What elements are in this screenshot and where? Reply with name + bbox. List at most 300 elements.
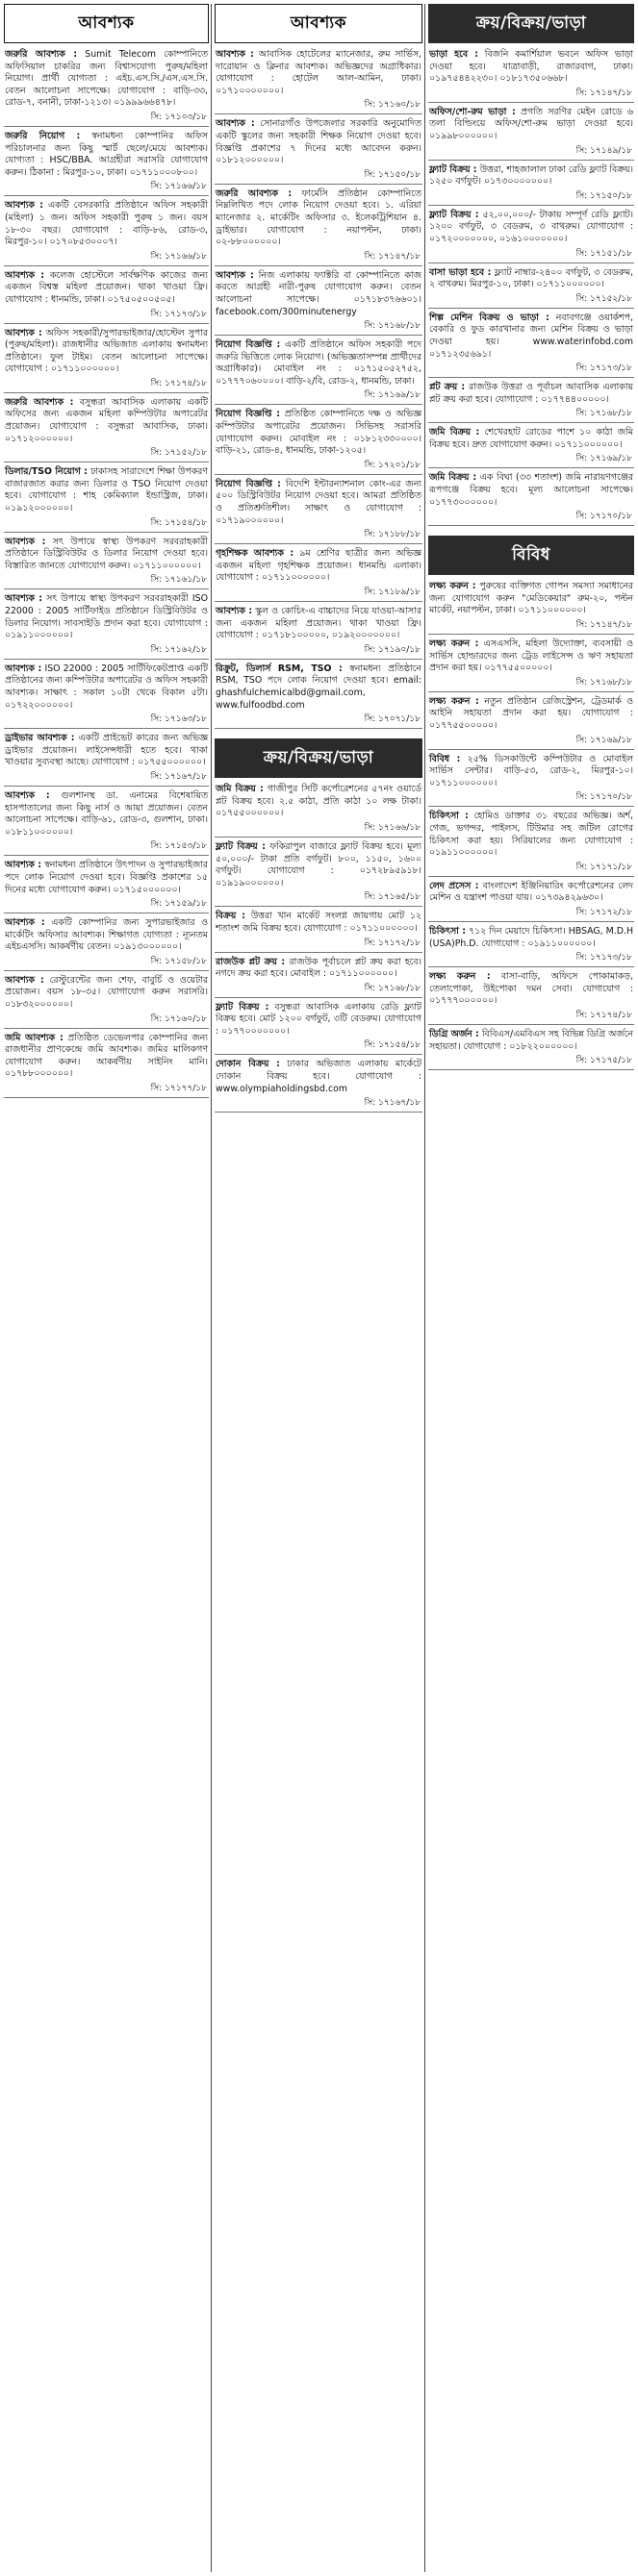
ad-body: সৎ উপায়ে স্বাস্থ্য উপকরণ সরবরাহকারী প্রতিষ্ঠানে ডিস্ট্রিবিউটর ও ডিলার নিয়োগ দেওয়া হবে। বিস্তারিত জানতে যোগাযোগ করুন। ০১৭১১০০০০০০। bbox=[5, 536, 208, 571]
ad-text bbox=[215, 409, 422, 458]
ad-reference: সি: ১৭১৭০/১৮ bbox=[575, 512, 632, 522]
ad-lead: ফ্ল্যাট বিক্রয় : bbox=[216, 840, 266, 852]
classified-ad bbox=[428, 313, 634, 378]
ad-body: Sumit Telecom কোম্পানিতে অফিসিয়াল চাকরির জন্য বিশ্বাসযোগ্য পুরুষ/মহিলা নিয়োগ। প্রার্থী যোগ্যতা : এইচ.এস.সি./এস.এস.সি. বেতন আলোচনা সাপেক্ষে। যোগাযোগ : বাড়ি-৩৩, রোড-৭, বনানী, ঢাকা-১২১৩। ০১৯৯৯৬৬৪৭৮। bbox=[5, 49, 208, 109]
ad-lead: বিক্রয় : bbox=[216, 911, 246, 922]
ad-lead: লক্ষ্য করুন : bbox=[429, 971, 491, 983]
classified-page bbox=[4, 4, 634, 2572]
ad-body: ২৫% ডিসকাউন্টে কম্পিউটার ও মোবাইল সার্ভিস সেন্টার। বাড়ি-৫৩, রোড-২, মিরপুর-১০। ০১৭১১০০০০০০। bbox=[429, 753, 633, 788]
ad-reference: সি: ১৭১৫০/১৮ bbox=[364, 169, 421, 180]
ad-separator bbox=[215, 1054, 422, 1055]
ad-reference: সি: ১৭১৬৯/১৮ bbox=[575, 735, 632, 745]
ad-body: ফ্ল্যাট নাম্বার-২৪০০ বর্গফুট, ৩ বেডরুম, ২ বাথরুম। মিরপুর-১০, ঢাকা। ০১৭১১০০০০০০। bbox=[429, 266, 633, 290]
ad-body: রাজউক উত্তরা ও পূর্বাচল আবাসিক এলাকায় প্লট ক্রয় করা হবে। যোগাযোগ : ০১৭৭৪৪০০০০০। bbox=[429, 382, 633, 405]
ad-text bbox=[215, 663, 422, 713]
column-2 bbox=[215, 4, 422, 2572]
ad-text bbox=[428, 811, 634, 860]
ad-separator bbox=[428, 1024, 634, 1025]
ad-text bbox=[215, 784, 422, 821]
ad-separator bbox=[428, 308, 634, 309]
ad-lead: ডিগ্রি অর্জন : bbox=[429, 1028, 479, 1039]
ad-text bbox=[428, 49, 634, 87]
ad-body: একটি প্রাইভেট কারের জন্য অভিজ্ঞ ড্রাইভার প্রয়োজন। লাইসেন্সধারী হতে হবে। থাকা খাওয়ার সুব্যবস্থা আছে। যোগাযোগ : ০১৭৫৫০০০০০০। bbox=[5, 733, 208, 768]
classified-ad bbox=[428, 638, 634, 692]
ad-lead: চিকিৎসা : bbox=[429, 811, 469, 822]
ad-lead: আবশ্যক : bbox=[216, 49, 254, 60]
ad-reference: সি: ১৭১৪৭/১৮ bbox=[364, 251, 421, 262]
ad-separator bbox=[4, 659, 209, 660]
ad-lead: দোকান বিক্রয় : bbox=[216, 1059, 280, 1070]
ad-body: আবাসিক হোটেলের ম্যানেজার, রুম সার্ভিস, দারোয়ান ও ক্লিনার আবশ্যক। অভিজ্ঞদের অগ্রাধিকার। যোগাযোগ : হোটেল আল-আমিন, ঢাকা। ০১৭১০০০০০০০। bbox=[216, 49, 421, 96]
ad-lead: ফ্ল্যাট বিক্রয় : bbox=[429, 163, 477, 175]
ad-text bbox=[215, 606, 422, 643]
ad-reference: সি: ১৭২০১/১৮ bbox=[364, 460, 421, 470]
ad-reference: সি: ১৭১৬৯/১৮ bbox=[575, 454, 632, 464]
ad-separator bbox=[4, 728, 209, 729]
ad-reference: সি: ১৭১৭১/১৮ bbox=[575, 862, 632, 872]
classified-ad bbox=[215, 957, 422, 998]
classified-ad bbox=[428, 382, 634, 423]
ad-body: অফিস সহকারী/সুপারভাইজার/হোস্টেল সুপার (পুরুষ/মহিলা)। রাজধানীর অভিজাত এলাকায় স্বনামধন্য প্রতিষ্ঠানে। ফুল টাইম। বেতন আলোচনা সাপেক্ষে। যোগাযোগ : ০১৭১১০০০০০০। bbox=[5, 327, 209, 375]
ad-body: ফকিরাপুল বাজারে ফ্ল্যাট বিক্রয় হবে। মূল্য ৫০,০০০/- টাকা প্রতি বর্গফুট। ৮০০, ১১৫০, ১৬০০ বর্গফুট। যোগাযোগ : ০১৭২৮৯৫৯১৮। ০১৯১৯০০০০০০। bbox=[216, 840, 421, 888]
ad-lead: অফিস/শো-রুম ভাড়া : bbox=[429, 106, 516, 117]
ad-text bbox=[4, 49, 209, 111]
ad-separator bbox=[428, 749, 634, 750]
ad-body: কলেজ হোস্টেলে সার্বক্ষণিক কাজের জন্য একজন বিশ্বস্ত মহিলা প্রয়োজন। থাকা খাওয়া ফ্রি। যোগাযোগ : ধানমন্ডি, ঢাকা। ০১৭৫০৫০০৫০৫। bbox=[5, 269, 208, 305]
ad-body: শেখেরহাট রোডের পাশে ১০ কাঠা জমি বিক্রয় হবে। দ্রুত যোগাযোগ করুন। ০১৭১১০০০০০০। bbox=[429, 427, 633, 450]
ad-text bbox=[428, 472, 634, 510]
ad-reference: সি: ১৭১৫৩/১৮ bbox=[150, 841, 207, 852]
ad-body: বিবিএস/এমবিএস সহ বিভিন্ন ডিগ্রি অর্জনে সহায়তা। যোগাযোগ : ০১৮২২০০০০০০। bbox=[429, 1028, 634, 1052]
ad-reference: সি: ১৭১৭৭/১৮ bbox=[150, 1084, 207, 1094]
ad-reference: সি: ১৭১৬৮/১৮ bbox=[364, 983, 421, 993]
ad-lead: লক্ষ্য করুন : bbox=[429, 638, 479, 650]
column-3 bbox=[428, 4, 634, 2572]
ad-body: বসুন্ধরা আবাসিক এলাকায় একটি অফিসের জন্য একজন মহিলা কম্পিউটার অপারেটর প্রয়োজন। যোগাযোগ : বসুন্ধরা আবাসিক, ঢাকা। ০১৭১২০০০০০০। bbox=[5, 396, 208, 444]
ad-text bbox=[428, 107, 634, 144]
ad-reference: সি: ১৭১৪৯/১৮ bbox=[575, 145, 632, 156]
ad-reference: সি: ১৭১৪৭/১৮ bbox=[575, 620, 632, 631]
ad-reference: সি: ১৭১৫১/১৮ bbox=[575, 248, 632, 259]
ad-body: বাংলাদেশ ইঞ্জিনিয়ারিং কর্পোরেশনের লেদ মেশিন ও যন্ত্রাংশ পাওয়া যায়। ০১৭৩৯৪২৯৬৩০। bbox=[429, 880, 633, 904]
ad-lead: জরুরি আবশ্যক : bbox=[216, 188, 293, 199]
ad-body: উত্তরা, শাহজালাল ঢাকা রেডি ফ্ল্যাট বিক্রয়। ১২৫০ বর্গফুট। ০১৭৩০০০০০০০। bbox=[429, 163, 633, 188]
ad-separator bbox=[215, 543, 422, 544]
ad-lead: জরুরি আবশ্যক : bbox=[5, 396, 74, 408]
ad-reference: সি: ১৭১৫৮/১৮ bbox=[150, 956, 207, 966]
classified-ad bbox=[215, 841, 422, 907]
ad-reference: সি: ১৭১৫০/১৮ bbox=[575, 190, 632, 201]
ad-text bbox=[215, 118, 422, 167]
classified-ad bbox=[4, 860, 209, 913]
ad-reference: সি: ১৭১৭৩/১৮ bbox=[575, 363, 632, 374]
ad-body: উত্তরা খান মার্কেট সংলগ্ন জায়গায় মোট ১২ শতাংশ জমি বিক্রয় হবে। যোগাযোগ : ০১৭১১০০০০০০। bbox=[216, 911, 421, 934]
ad-separator bbox=[215, 184, 422, 185]
column-1 bbox=[4, 4, 209, 2572]
ad-separator bbox=[4, 1028, 209, 1029]
ad-text bbox=[428, 382, 634, 407]
ad-lead: আবশ্যক : bbox=[5, 789, 50, 801]
ad-reference: সি: ১৭১৭৩/১৮ bbox=[575, 953, 632, 963]
ad-text bbox=[428, 881, 634, 906]
ad-separator bbox=[215, 113, 422, 114]
ad-text bbox=[215, 548, 422, 586]
ad-separator bbox=[4, 126, 209, 127]
ad-reference: সি: ১৭১৭০/১৮ bbox=[575, 792, 632, 803]
ad-body: ISO 22000 : 2005 সার্টিফিকেটপ্রাপ্ত একটি প্রতিষ্ঠানের জন্য কম্পিউটার অপারেটর ও অফিস সহকারী আবশ্যক। সাক্ষাৎ : সকাল ১০টা থেকে বিকাল ৫টা। ০১৭২২০০০০০০। bbox=[5, 663, 208, 711]
ad-separator bbox=[4, 392, 209, 393]
ad-lead: আবশ্যক : bbox=[216, 606, 253, 616]
ad-lead: জমি বিক্রয় : bbox=[429, 472, 477, 484]
ad-separator bbox=[4, 195, 209, 196]
classified-ad bbox=[428, 926, 634, 967]
ad-lead: বাসা ভাড়া হবে : bbox=[429, 266, 492, 278]
ad-reference: সি: ১৭১৫৪/১৮ bbox=[150, 517, 207, 528]
classified-ad bbox=[4, 131, 209, 196]
ad-reference: সি: ১৭১৭৩/১৮ bbox=[150, 309, 207, 319]
ad-text bbox=[215, 188, 422, 250]
ad-reference: সি: ১৭১৯০/১৮ bbox=[364, 644, 421, 655]
ad-body: স্বনামধন্য কোম্পানির অফিস পরিচালনার জন্য কিছু স্মার্ট ছেলে/মেয়ে আবশ্যক। যোগ্যতা : HSC/BBA. আগ্রহীরা সরাসরি যোগাযোগ করুন। ঠিকানা : মিরপুর-১০, ঢাকা। ০১৭১১০০০৮০০। bbox=[5, 130, 208, 178]
ad-reference: সি: ১৭১৭৪/১৮ bbox=[575, 1010, 632, 1020]
ad-separator bbox=[4, 855, 209, 856]
classified-ad bbox=[4, 270, 209, 324]
ad-body: বিদেশি ইন্টারন্যাশনাল কোং-এর জন্য ৫০০ ডিস্ট্রিবিউটর নিয়োগ দেওয়া হবে। আমরা প্রতিষ্ঠিত ও প্রতিশ্রুতিশীল। সাক্ষাৎ ও যোগাযোগ : ০১৭১৯০০০০০০। bbox=[216, 478, 422, 526]
ad-body: স্বনামধন্য প্রতিষ্ঠানে RSM, TSO পদে লোক নিয়োগ দেওয়া হবে। email: ghashfulchemicalbd@gmail.com, www.fulfoodbd.com bbox=[216, 663, 422, 711]
ad-text bbox=[428, 210, 634, 247]
classified-ad bbox=[215, 118, 422, 184]
ad-text bbox=[4, 733, 209, 770]
ad-lead: নিয়োগ বিজ্ঞপ্তি : bbox=[216, 339, 281, 351]
ad-text bbox=[4, 131, 209, 180]
classified-ad bbox=[428, 581, 634, 635]
ad-text bbox=[428, 926, 634, 951]
ad-text bbox=[4, 537, 209, 574]
ad-reference: সি: ১৭১৪৭/১৮ bbox=[575, 88, 632, 98]
classified-ad bbox=[428, 754, 634, 808]
ad-reference: সি: ১৭১৬৬/১৮ bbox=[364, 822, 421, 833]
classified-ad bbox=[215, 188, 422, 266]
column-divider bbox=[211, 4, 212, 2572]
ad-reference: সি: ১৭১০৩/১৮ bbox=[150, 112, 207, 122]
ad-text bbox=[215, 270, 422, 319]
ad-text bbox=[4, 328, 209, 377]
ad-text bbox=[215, 479, 422, 528]
ad-text bbox=[4, 200, 209, 249]
classified-ad bbox=[4, 466, 209, 532]
ad-lead: ডিলার/TSO নিয়োগ : bbox=[5, 466, 88, 478]
ad-lead: আবশ্যক : bbox=[5, 917, 45, 929]
ad-lead: নিয়োগ বিজ্ঞপ্তি : bbox=[216, 409, 281, 420]
ad-body: ঢাকাসহ সারাদেশে শিক্ষা উপকরণ বাজারজাত করার জন্য ডিলার ও TSO নিয়োগ দেওয়া হবে। যোগাযোগ : শাহ কেমিক্যাল ইন্ডাস্ট্রিজ, ঢাকা। ০১৯১২০০০০০০। bbox=[5, 466, 208, 514]
classified-ad bbox=[4, 593, 209, 659]
ad-separator bbox=[4, 970, 209, 971]
ad-separator bbox=[215, 335, 422, 336]
ad-body: প্রতিষ্ঠিত ডেভেলপার কোম্পানির জন্য রাজধানীর প্রাণকেন্দ্রে জমি আবশ্যক। জমির মালিকগণ যোগাযোগ করুন। আকর্ষণীয় সাইনিং মানি। ০১৭৮৮০০০০০০। bbox=[5, 1032, 208, 1080]
ad-reference: সি: ১৭১৬৮/১৮ bbox=[575, 409, 632, 419]
ad-body: বিজনি কমার্শিয়াল ভবনে অফিস ভাড়া দেওয়া হবে। যাত্রাবাড়ী, রাজারবাগ, ঢাকা। ০১৯৭৫৪৪২২৩০। ০১৮১৭৩৫০৬৬৮। bbox=[429, 49, 634, 85]
ad-separator bbox=[4, 462, 209, 463]
ad-body: একটি বেসরকারি প্রতিষ্ঠানে অফিস সহকারী (মহিলা) ১ জন। অফিস সহকারী পুরুষ ১ জন। বয়স ১৮-৩০ বছর। যোগাযোগ : বাড়ি-৮৬, রোড-৩, মিরপুর-১০। ০১৭০৮৫৩০০০৭। bbox=[5, 200, 208, 248]
ad-body: স্কুল ও কোচিং-এ বাচ্চাদের নিয়ে যাওয়া-আসার জন্য একজন মহিলা প্রয়োজন। থাকা খাওয়া ফ্রি। যোগাযোগ : ০১৭১৮১০০০০০, ০১৯২০০০০০০০। bbox=[216, 606, 422, 641]
classified-ad bbox=[215, 663, 422, 729]
ad-reference: সি: ১৭০৭১/১৮ bbox=[364, 714, 421, 725]
ad-body: সৎ উপায়ে স্বাস্থ্য উপকরণ সরবরাহকারী ISO 22000 : 2005 সার্টিফাইড প্রতিষ্ঠানে ডিস্ট্রিবিউটর ও ডিলার নিয়োগ। সাবসাইডি প্রদান করা হবে। যোগাযোগ : ০১৯১১০০০০০০। bbox=[5, 593, 208, 641]
ad-body: ৫২,০০,০০০/- টাকায় সম্পূর্ণ রেডি ফ্ল্যাট। ১২০০ বর্গফুট, ৩ বেডরুম, ৩ বাথরুম। যোগাযোগ : ০১৭২০০০০০০০, ০১৬১০০০০০০০। bbox=[429, 209, 633, 244]
ad-body: নতুন প্রতিষ্ঠান রেজিস্ট্রেশন, ট্রেডমার্ক ও আইনি সহায়তা প্রদান করা হয়। যোগাযোগ : ০১৭৭৫৫০০০০০। bbox=[429, 695, 633, 731]
classified-ad bbox=[215, 49, 422, 114]
ad-body: ৯ম শ্রেণির ছাত্রীর জন্য অভিজ্ঞ একজন মহিলা গৃহশিক্ষক প্রয়োজন। ধানমন্ডি এলাকা। যোগাযোগ : ০১৭১১০০০০০০। bbox=[216, 548, 421, 584]
ad-lead: আবশ্যক : bbox=[216, 118, 255, 130]
section-header: ক্রয়/বিক্রয়/ভাড়া bbox=[428, 4, 634, 43]
ad-lead: আবশ্যক : bbox=[5, 593, 43, 605]
ad-reference: সি: ১৭১৫৯/১৮ bbox=[150, 899, 207, 910]
section-header: বিবিধ bbox=[428, 536, 634, 575]
ad-body: নবাবগঞ্জে ওয়ার্কশপ, বেকারি ও ফুড কারখানার জন্য মেশিন বিক্রয় ও ভাড়া দেওয়া হয়। www.waterinfobd.com ০১৭১২৩৫৬৯১। bbox=[429, 312, 633, 360]
ad-lead: জমি বিক্রয় : bbox=[216, 784, 264, 795]
ad-reference: সি: ১৭১৬১/১৮ bbox=[150, 575, 207, 586]
ad-separator bbox=[215, 601, 422, 602]
ad-separator bbox=[215, 906, 422, 907]
section-header: আবশ্যক bbox=[4, 4, 209, 43]
ad-body: রেস্টুরেন্টের জন্য শেফ, বাবুর্চি ও ওয়েটার প্রয়োজন। বয়স ১৮-৩৫। যোগাযোগ করুন সরাসরি। ০১৮৩২০০০০০০। bbox=[5, 974, 208, 1011]
ad-body: ৭১২ দিন মেয়াদে চিকিৎসা। HBSAG, M.D.H (USA)Ph.D. যোগাযোগ : ০১৯১১০০০০০০। bbox=[429, 925, 633, 949]
classified-ad bbox=[428, 1029, 634, 1070]
ad-separator bbox=[4, 265, 209, 266]
ad-body: গুলশানস্থ ডা. এনামের বিশেষায়িত হাসপাতালের জন্য কিছু নার্স ও আয়া প্রয়োজন। বেতন আলোচনা সাপেক্ষে। বাড়ি-৬১, রোড-৩, গুলশান, ঢাকা। ০১৮১১০০০০০০। bbox=[5, 789, 208, 838]
ad-text bbox=[215, 339, 422, 388]
ad-reference: সি: ১৭১৭৪/১৮ bbox=[150, 378, 207, 388]
ad-text bbox=[428, 581, 634, 618]
ad-body: বসুন্ধরা আবাসিক এলাকায় রেডি ফ্ল্যাট বিক্রয় হবে। মোট ১২০০ বর্গফুট, ৩টি বেডরুম। যোগাযোগ : ০১৭৭০০০০০০০। bbox=[216, 1001, 422, 1037]
ad-lead: জরুরি নিয়োগ : bbox=[5, 130, 81, 141]
ad-body: নিজ এলাকায় ফ্যাক্টরি বা কোম্পানিতে কাজ করতে আগ্রহী নারী-পুরুষ যোগাযোগ করুন। বেতন আলোচনা সাপেক্ষে। ০১৭১৮৩৭৬৬০১। facebook.com/300minutenergy bbox=[216, 269, 421, 317]
ad-lead: আবশ্যক : bbox=[5, 536, 46, 547]
ad-separator bbox=[4, 588, 209, 589]
classified-ad bbox=[428, 811, 634, 876]
ad-separator bbox=[4, 323, 209, 324]
ad-text bbox=[428, 164, 634, 189]
ad-lead: আবশ্যক : bbox=[5, 860, 42, 871]
ad-lead: জমি বিক্রয় : bbox=[429, 427, 480, 438]
classified-ad bbox=[4, 790, 209, 856]
ad-separator bbox=[428, 377, 634, 378]
ad-reference: সি: ১৭১৭২/১৮ bbox=[575, 907, 632, 917]
ad-separator bbox=[215, 997, 422, 998]
classified-ad bbox=[4, 663, 209, 729]
ad-reference: সি: ১৭১৬৩/১৮ bbox=[150, 714, 207, 725]
ad-lead: গৃহশিক্ষক আবশ্যক : bbox=[216, 548, 294, 560]
ad-body: ঢাকার অভিজাত এলাকায় মার্কেটে দোকান বিক্রয় হবে। যোগাযোগ : www.olympiaholdingsbd.com bbox=[216, 1059, 422, 1094]
section-header: আবশ্যক bbox=[215, 4, 422, 43]
ad-reference: সি: ১৭১৭৫/১৮ bbox=[575, 1056, 632, 1066]
ad-lead: আবশ্যক : bbox=[216, 269, 254, 281]
column-divider bbox=[424, 4, 425, 2572]
ad-reference: সি: ১৭১৬৬/১৮ bbox=[150, 182, 207, 192]
ad-text bbox=[428, 971, 634, 1009]
ad-body: হোমিও ডাক্তার ৩১ বছরের অভিজ্ঞ। অর্শ, গেজ, ভগন্দর, পাইলস, টিউমার সহ জটিল রোগের চিকিৎসা করা হয়। সিরিয়ালের জন্য যোগাযোগ : ০১৯১১০০০০০০। bbox=[429, 811, 634, 859]
ad-separator bbox=[428, 691, 634, 692]
ad-reference: সি: ১৭১৫২/১৮ bbox=[150, 448, 207, 459]
ad-lead: প্লট ক্রয় : bbox=[429, 382, 466, 393]
ad-text bbox=[428, 267, 634, 292]
classified-ad bbox=[428, 107, 634, 161]
ad-text bbox=[4, 860, 209, 897]
ad-reference: সি: ১৭১৬৮/১৮ bbox=[575, 677, 632, 688]
classified-ad bbox=[428, 472, 634, 526]
classified-ad bbox=[215, 1059, 422, 1113]
ad-text bbox=[4, 270, 209, 308]
classified-ad bbox=[428, 881, 634, 922]
ad-text bbox=[215, 911, 422, 936]
ad-body: একটি প্রতিষ্ঠানে অফিস সহকারী পদে জরুরি ভিত্তিতে লোক নিয়োগ। (অভিজ্ঞতাসম্পন্ন প্রার্থীদের অগ্রাধিকার)। মোবাইল নং : ০১৭১৫০৫২৭৫২, ০১৭৭৭০৬০০০০। বাড়ি-২/বি, রোড-২, ধানমন্ডি, ঢাকা। bbox=[216, 339, 421, 387]
ad-separator bbox=[215, 404, 422, 405]
ad-lead: শিল্প মেশিন বিক্রয় ও ভাড়া : bbox=[429, 312, 549, 323]
ad-lead: বিবিধ : bbox=[429, 753, 461, 764]
ad-lead: লক্ষ্য করুন : bbox=[429, 695, 479, 707]
ad-lead: ভাড়া হবে : bbox=[429, 49, 478, 60]
ad-reference: সি: ১৭১৭২/১৮ bbox=[364, 938, 421, 948]
classified-ad bbox=[4, 397, 209, 463]
classified-ad bbox=[215, 548, 422, 602]
classified-ad bbox=[215, 479, 422, 544]
ad-lead: নিয়োগ বিজ্ঞপ্তি : bbox=[216, 478, 281, 489]
ad-lead: লক্ষ্য করুন : bbox=[429, 581, 476, 592]
classified-ad bbox=[428, 696, 634, 750]
ad-body: একটি কোম্পানির জন্য সুপারভাইজার ও মার্কেটিং অফিসার আবশ্যক। শিক্ষাগত যোগ্যতা : ন্যূনতম এইচএসসি। আকর্ষণীয় বেতন। ০১৯১৩০০০০০০। bbox=[5, 917, 209, 953]
ad-lead: জরুরি আবশ্যক : bbox=[5, 49, 78, 60]
classified-ad bbox=[4, 328, 209, 393]
classified-ad bbox=[4, 975, 209, 1029]
ad-text bbox=[4, 1033, 209, 1082]
classified-ad bbox=[428, 971, 634, 1025]
ad-separator bbox=[428, 467, 634, 468]
classified-ad bbox=[428, 427, 634, 468]
ad-reference: সি: ১৭১৫২/১৮ bbox=[575, 293, 632, 304]
ad-reference: সি: ১৭১৬০/১৮ bbox=[150, 1013, 207, 1024]
ad-text bbox=[215, 1059, 422, 1096]
ad-separator bbox=[215, 837, 422, 838]
ad-body: ফার্মেসি প্রতিষ্ঠান কোম্পানিতে নিম্নলিখিত পদে লোক নিয়োগ দেওয়া হবে। ১. এরিয়া ম্যানেজার ২. মার্কেটিং অফিসার ৩. ইলেকট্রিশিয়ান ৪. ড্রাইভার। যোগাযোগ : নয়াপল্টন, ঢাকা। ০২-৮৮০০০০০০। bbox=[216, 188, 421, 248]
classified-ad bbox=[4, 200, 209, 265]
ad-reference: সি: ১৭১৬৮/১৮ bbox=[364, 321, 421, 332]
classified-ad bbox=[215, 270, 422, 336]
classified-ad bbox=[215, 784, 422, 838]
ad-reference: সি: ১৭১৬৭/১৮ bbox=[150, 771, 207, 782]
ad-separator bbox=[215, 952, 422, 953]
ad-text bbox=[4, 917, 209, 955]
classified-ad bbox=[215, 339, 422, 405]
ad-text bbox=[4, 975, 209, 1013]
ad-reference: সি: ১৭১৬৯/১৮ bbox=[364, 390, 421, 401]
ad-text bbox=[4, 663, 209, 713]
ad-separator bbox=[428, 1069, 634, 1070]
classified-ad bbox=[4, 537, 209, 590]
ad-body: এসএসসি, মহিলা উদ্যোক্তা, ব্যবসায়ী ও সার্ভিস হোল্ডারদের জন্য ট্রেড লাইসেন্স ও ঋণ সহায়তা প্রদান করা হয়। ০১৭৭৫৫০০০০০। bbox=[429, 638, 633, 674]
ad-text bbox=[4, 790, 209, 839]
ad-body: রাজউক পূর্বাচলে প্লট ক্রয় করা হবে। নগদে ক্রয় করা হবে। মোবাইল : ০১৭১১০০০০০০। bbox=[216, 956, 421, 980]
classified-ad bbox=[4, 1033, 209, 1098]
ad-text bbox=[428, 427, 634, 452]
ad-lead: ফ্ল্যাট বিক্রয় : bbox=[429, 209, 479, 220]
ad-separator bbox=[428, 205, 634, 206]
ad-reference: সি: ১৭১৬০/১৮ bbox=[364, 100, 421, 111]
ad-reference: সি: ১৭১৮৯/১৮ bbox=[364, 588, 421, 597]
ad-separator bbox=[428, 806, 634, 807]
ad-lead: আবশ্যক : bbox=[5, 663, 42, 674]
ad-separator bbox=[215, 659, 422, 660]
ad-text bbox=[4, 593, 209, 642]
classified-ad bbox=[215, 409, 422, 474]
classified-ad bbox=[428, 267, 634, 309]
classified-ad bbox=[4, 733, 209, 787]
ad-body: গাজীপুর সিটি কর্পোরেশনের ৫৭নং ওয়ার্ডে প্লট বিক্রয় হবে। ২.৫ কাঠা, প্রতি কাঠা ১০ লক্ষ টাকা। ০১৭৫৫০০০০০০। bbox=[216, 784, 421, 819]
ad-body: স্বনামধন্য প্রতিষ্ঠানে উৎপাদন ও সুপারভাইজার পদে লোক নিয়োগ দেওয়া হবে। বিজ্ঞপ্তি প্রকাশের ১৫ দিনের মধ্যে যোগাযোগ করুন। ০১৭১৫০০০০০০। bbox=[5, 860, 208, 895]
ad-reference: সি: ১৭১৬৫/১৮ bbox=[364, 892, 421, 903]
ad-text bbox=[428, 696, 634, 734]
ad-text bbox=[428, 754, 634, 791]
classified-ad bbox=[215, 606, 422, 660]
ad-separator bbox=[428, 525, 634, 526]
ad-separator bbox=[4, 532, 209, 533]
ad-lead: আবশ্যক : bbox=[5, 200, 44, 212]
classified-ad bbox=[215, 911, 422, 952]
classified-ad bbox=[428, 49, 634, 103]
ad-text bbox=[215, 957, 422, 982]
ad-separator bbox=[215, 728, 422, 729]
ad-lead: চিকিৎসা : bbox=[429, 925, 466, 937]
ad-separator bbox=[4, 786, 209, 787]
ad-reference: সি: ১৭১৮৮/১৮ bbox=[364, 530, 421, 540]
ad-separator bbox=[215, 1112, 422, 1113]
ad-separator bbox=[428, 160, 634, 161]
ad-reference: সি: ১৭১৫৪/১৮ bbox=[364, 1040, 421, 1051]
ad-lead: ফ্ল্যাট বিক্রয় : bbox=[216, 1001, 269, 1013]
ad-body: পুরুষের ব্যক্তিগত গোপন সমস্যা সমাধানের জন্য যোগাযোগ করুন "মেডিকেয়ার" রুম-২০, পল্টন মার্কেট, নয়াপল্টন, ঢাকা। ০১৭১১০০০০০০। bbox=[429, 581, 633, 616]
ad-separator bbox=[4, 1097, 209, 1098]
ad-separator bbox=[428, 422, 634, 423]
ad-lead: রিক্রুট, ডিলার্স RSM, TSO : bbox=[216, 663, 343, 674]
ad-separator bbox=[428, 102, 634, 103]
ad-text bbox=[4, 397, 209, 446]
ad-text bbox=[428, 1029, 634, 1054]
ad-body: বাসা-বাড়ি, অফিসে পোকামাকড়, তেলাপোকা, উইপোকা দমন সেবা। যোগাযোগ : ০১৭৭৭০০০০০০। bbox=[429, 971, 633, 1007]
ad-separator bbox=[215, 265, 422, 266]
ad-separator bbox=[428, 634, 634, 635]
ad-text bbox=[215, 841, 422, 890]
ad-text bbox=[4, 466, 209, 515]
ad-lead: রাজউক প্লট ক্রয় : bbox=[216, 956, 286, 967]
ad-text bbox=[215, 1002, 422, 1039]
ad-reference: সি: ১৭১৬২/১৮ bbox=[150, 644, 207, 655]
ad-separator bbox=[215, 474, 422, 475]
ad-lead: জমি আবশ্যক : bbox=[5, 1032, 64, 1043]
ad-separator bbox=[428, 921, 634, 922]
ad-body: সোনারগাঁও উপজেলার সরকারি অনুমোদিত একটি স্কুলের জন্য সহকারী শিক্ষক নিয়োগ দেওয়া হবে। বিজ্ঞপ্তি প্রকাশের ৭ দিনের মধ্যে আবেদন করুন। ০১৮১২০০০০০০। bbox=[216, 118, 421, 166]
section-header: ক্রয়/বিক্রয়/ভাড়া bbox=[215, 738, 422, 778]
ad-text bbox=[428, 638, 634, 676]
ad-lead: আবশ্যক : bbox=[5, 269, 44, 281]
classified-ad bbox=[428, 164, 634, 206]
classified-ad bbox=[215, 1002, 422, 1056]
classified-ad bbox=[4, 49, 209, 127]
ad-body: প্রগতি সরণির মেইন রোডে ৬ তলা বিল্ডিংয়ে অফিস/শো-রুম ভাড়া দেওয়া হবে। ০১৯৯৮০০০০০০। bbox=[429, 106, 633, 141]
classified-ad bbox=[428, 210, 634, 263]
ad-reference: সি: ১৭১৬৭/১৮ bbox=[364, 1098, 421, 1109]
ad-reference: সি: ১৭১৬৬/১৮ bbox=[150, 251, 207, 262]
ad-lead: আবশ্যক : bbox=[5, 974, 44, 986]
ad-lead: ড্রাইভার আবশ্যক : bbox=[5, 733, 75, 744]
